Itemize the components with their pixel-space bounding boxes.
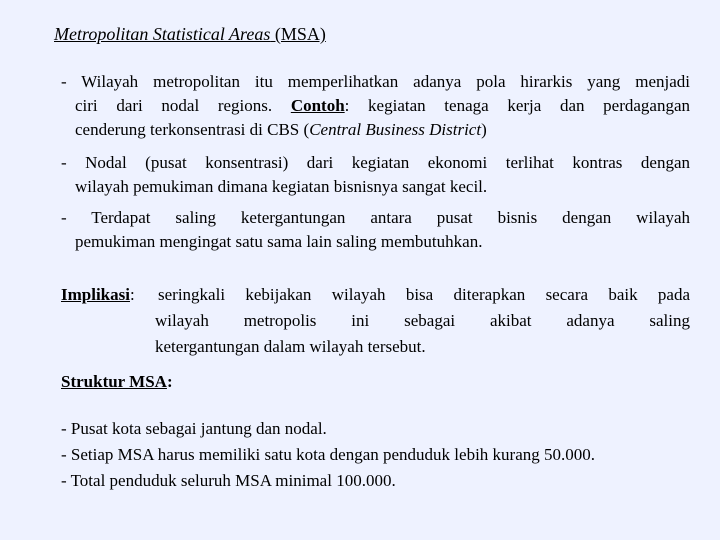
list-item: - Pusat kota sebagai jantung dan nodal.	[61, 419, 327, 438]
bullet-2	[61, 151, 690, 199]
bullet-3	[61, 206, 690, 254]
bullet-1-line-3	[61, 118, 690, 142]
bullet-2-line-1: - Nodal (pusat konsentrasi) dari kegiatan ekonomi terlihat kontras dengan	[61, 153, 690, 172]
implikasi-line-1: seringkali kebijakan wilayah bisa diterapkan secara baik pada	[158, 285, 690, 304]
bullet-1-line-1: - Wilayah metropolitan itu memperlihatkan adanya pola hirarkis yang menjadi	[61, 72, 690, 91]
struktur-heading	[61, 370, 173, 394]
bullet-3-line-1: - Terdapat saling ketergantungan antara pusat bisnis dengan wilayah	[61, 208, 690, 227]
implikasi-line-3: ketergantungan dalam wilayah tersebut.	[155, 337, 426, 356]
cbd-term: Central Business District	[309, 120, 482, 139]
struktur-colon: :	[166, 372, 173, 391]
bullet-1-line-3-suffix: )	[481, 120, 487, 139]
implikasi-label: Implikasi	[61, 285, 130, 304]
implikasi-line-2: wilayah metropolis ini sebagai akibat adanya saling	[155, 311, 690, 330]
implikasi-colon: :	[129, 285, 135, 304]
bullet-1-line-2-rest: : kegiatan tenaga kerja dan perdagangan	[344, 96, 691, 115]
bullet-3-line-2: pemukiman mengingat satu sama lain saling membutuhkan.	[75, 232, 483, 251]
contoh-label: Contoh	[290, 96, 345, 115]
bullet-2-line-2: wilayah pemukiman dimana kegiatan bisnisnya sangat kecil.	[75, 177, 488, 196]
implikasi-body	[155, 282, 690, 360]
title-regular: (MSA)	[270, 24, 326, 44]
bullet-1-line-2	[61, 94, 690, 118]
bullet-1-line-3-prefix: cenderung terkonsentrasi di CBS (	[75, 120, 310, 139]
bullet-1-line-2-text: ciri dari nodal regions.	[75, 96, 273, 115]
bullet-1	[61, 70, 690, 142]
struktur-list	[61, 416, 595, 494]
list-item: - Total penduduk seluruh MSA minimal 100.000.	[61, 471, 396, 490]
list-item: - Setiap MSA harus memiliki satu kota dengan penduduk lebih kurang 50.000.	[61, 445, 596, 464]
struktur-label: Struktur MSA	[61, 372, 167, 391]
page-title	[54, 22, 326, 46]
title-italic: Metropolitan Statistical Areas	[54, 24, 271, 44]
implikasi-heading	[61, 282, 135, 308]
